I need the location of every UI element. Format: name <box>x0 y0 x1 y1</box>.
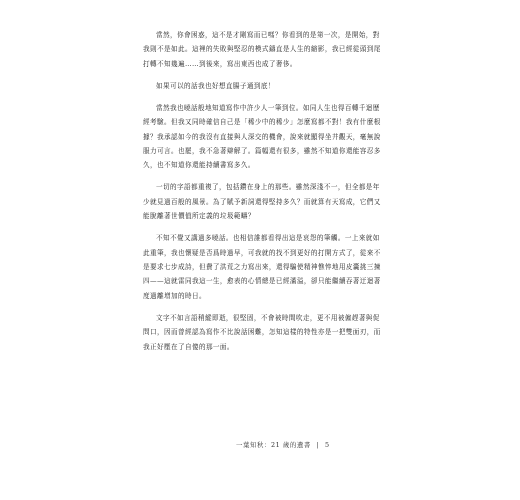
paragraph: 不知不覺又講過多曉話。也相信誰都看得出這是哀怨的筆觸。一上來就如此重筆，我也懷疑是否爲時過早，可我就的找不到更好的打開方式了，從來不是要求七步成詩，但費了洪荒之力寫出來，還得騙使精神憔悴地用皮囊挑三揀四——這就雷同我這一生，愈表的心情總是已經滿溢，卻只能繼續吞著迂迴著度過離增加的時日。 <box>143 234 381 300</box>
paragraph: 如果可以的話我也好想直腸子通到底！ <box>156 81 275 90</box>
paragraph: 文字不如言語稍縱即逝，很堅固，不會被時間吹走，更不用被僱趕著與促問口，因而曾經認為寫作不比說話困難，怎知這樣的特性亦是一把雙面刃，而我正好壓在了自傻的那一面。 <box>143 313 381 351</box>
page-number: 5 <box>324 441 330 449</box>
running-title: 一葉知秋：21 歲的遺書 <box>236 441 311 449</box>
paragraph: 當然我也曉話般地知道寫作中許少人一筆到位。如同人生也得百轉千迴歷經考驗。但我又同時確信自己是「稀少中的稀少」怎麼寫都不對！我有什麼根據？我承認如今的我沒有直接與人深交的機會，說來就顯得坐井觀天，毫無說服力可言。也罷，我不急著辯解了。篇幅還有很多，雖然不知道你還能容忍多久，也不知道你還能持續書寫多久。 <box>143 103 381 170</box>
page-footer <box>236 440 396 449</box>
paragraph: 一切的字語都重複了，包括鑽在身上的那些。雖然深淺不一，但全都是年少就見過百般的風景。為了賦予新詞還得堅持多久？而就算有天寫成，它們又能脫離著世價值所定義的垃圾範疇？ <box>143 183 381 221</box>
body-text <box>143 28 383 354</box>
paragraph: 當然，你會困惑，這不是才剛寫而已嗎？你看到的是第一次，是開始，對我則不是如此。這裡的失敗與堅忍的模式鑄直是人生的縮影，我已經從頭到尾打轉不知幾遍……到後來，寫出東西也成了奢侈。 <box>143 31 381 68</box>
footer-separator: | <box>316 441 320 449</box>
